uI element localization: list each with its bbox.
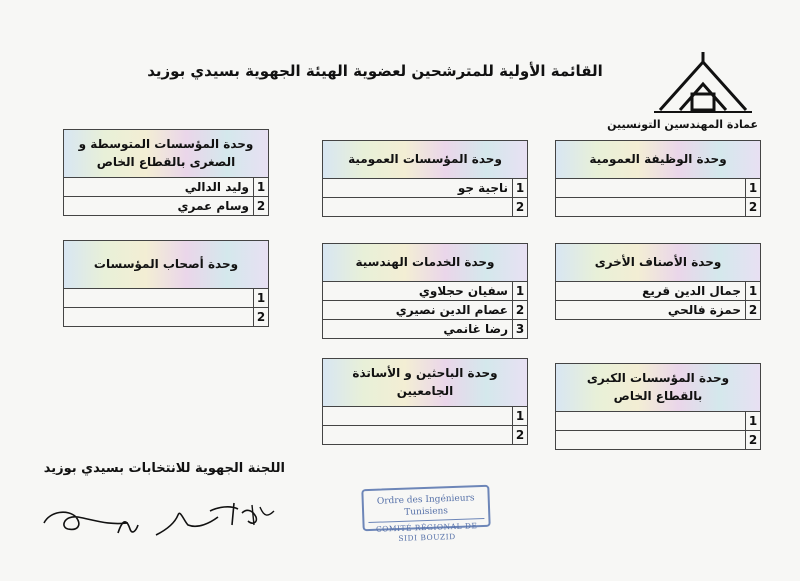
candidate-name: ناجية جو bbox=[323, 179, 513, 198]
candidate-name bbox=[556, 198, 746, 217]
candidates-table bbox=[555, 281, 761, 320]
table-row bbox=[323, 320, 528, 339]
table-row bbox=[556, 412, 761, 431]
candidate-name: وسام عمري bbox=[64, 197, 254, 216]
candidate-name: رضا غانمي bbox=[323, 320, 513, 339]
row-number: 1 bbox=[254, 289, 269, 308]
document-title: القائمة الأولية للمترشحين لعضوية الهيئة الجهوية بسيدي بوزيد bbox=[147, 62, 603, 80]
candidate-name bbox=[556, 179, 746, 198]
row-number: 1 bbox=[513, 407, 528, 426]
table-row bbox=[556, 282, 761, 301]
row-number: 2 bbox=[513, 198, 528, 217]
candidates-table bbox=[555, 178, 761, 217]
unit-public-service bbox=[555, 140, 761, 217]
unit-large-private bbox=[555, 363, 761, 450]
candidate-name bbox=[556, 431, 746, 450]
unit-title: وحدة الوظيفة العمومية bbox=[555, 140, 761, 178]
candidates-table bbox=[322, 281, 528, 339]
table-row bbox=[64, 178, 269, 197]
table-row bbox=[323, 407, 528, 426]
official-stamp bbox=[361, 485, 490, 544]
table-row bbox=[556, 179, 761, 198]
row-number: 2 bbox=[746, 198, 761, 217]
stamp-line-1: Ordre des Ingénieurs Tunisiens bbox=[376, 493, 475, 518]
candidate-name: حمزة فالحي bbox=[556, 301, 746, 320]
unit-sme-private bbox=[63, 129, 269, 216]
row-number: 2 bbox=[513, 301, 528, 320]
table-row bbox=[64, 289, 269, 308]
row-number: 3 bbox=[513, 320, 528, 339]
row-number: 2 bbox=[746, 431, 761, 450]
unit-title: وحدة المؤسسات العمومية bbox=[322, 140, 528, 178]
candidates-table bbox=[555, 411, 761, 450]
committee-label: اللجنة الجهوية للانتخابات بسيدي بوزيد bbox=[43, 461, 285, 476]
candidate-name bbox=[323, 198, 513, 217]
unit-business-owners bbox=[63, 240, 269, 327]
unit-engineering-services bbox=[322, 243, 528, 339]
candidate-name bbox=[323, 407, 513, 426]
unit-title: وحدة أصحاب المؤسسات bbox=[63, 240, 269, 288]
unit-title: وحدة الأصناف الأخرى bbox=[555, 243, 761, 281]
table-row bbox=[323, 282, 528, 301]
table-row bbox=[556, 301, 761, 320]
unit-other-categories bbox=[555, 243, 761, 320]
candidate-name: وليد الدالي bbox=[64, 178, 254, 197]
candidate-name bbox=[323, 426, 513, 445]
row-number: 1 bbox=[746, 179, 761, 198]
row-number: 1 bbox=[513, 282, 528, 301]
candidate-name bbox=[64, 308, 254, 327]
unit-title: وحدة المؤسسات المتوسطة و الصغرى بالقطاع الخاص bbox=[63, 129, 269, 177]
row-number: 1 bbox=[746, 282, 761, 301]
table-row bbox=[64, 197, 269, 216]
stamp-line-2: COMITÉ RÉGIONAL DE SIDI BOUZID bbox=[368, 518, 485, 545]
table-row bbox=[556, 198, 761, 217]
candidates-table bbox=[322, 406, 528, 445]
candidate-name: جمال الدين قريع bbox=[556, 282, 746, 301]
unit-researchers-professors bbox=[322, 358, 528, 445]
unit-public-enterprises bbox=[322, 140, 528, 217]
row-number: 2 bbox=[513, 426, 528, 445]
row-number: 1 bbox=[746, 412, 761, 431]
table-row bbox=[64, 308, 269, 327]
row-number: 2 bbox=[746, 301, 761, 320]
signatures bbox=[38, 495, 288, 545]
unit-title: وحدة المؤسسات الكبرى بالقطاع الخاص bbox=[555, 363, 761, 411]
row-number: 2 bbox=[254, 308, 269, 327]
table-row bbox=[323, 426, 528, 445]
candidates-table bbox=[322, 178, 528, 217]
order-logo bbox=[607, 48, 758, 140]
table-row bbox=[323, 198, 528, 217]
unit-title: وحدة الباحثين و الأساتذة الجامعيين bbox=[322, 358, 528, 406]
logo-text: عمادة المهندسين التونسيين bbox=[607, 118, 758, 131]
table-row bbox=[323, 179, 528, 198]
row-number: 1 bbox=[254, 178, 269, 197]
candidates-table bbox=[63, 288, 269, 327]
candidates-table bbox=[63, 177, 269, 216]
candidate-name: سفيان حجلاوي bbox=[323, 282, 513, 301]
row-number: 2 bbox=[254, 197, 269, 216]
unit-title: وحدة الخدمات الهندسية bbox=[322, 243, 528, 281]
candidate-name bbox=[64, 289, 254, 308]
candidate-name: عصام الدين نصيري bbox=[323, 301, 513, 320]
candidate-name bbox=[556, 412, 746, 431]
table-row bbox=[323, 301, 528, 320]
table-row bbox=[556, 431, 761, 450]
row-number: 1 bbox=[513, 179, 528, 198]
order-logo-icon bbox=[648, 48, 758, 118]
